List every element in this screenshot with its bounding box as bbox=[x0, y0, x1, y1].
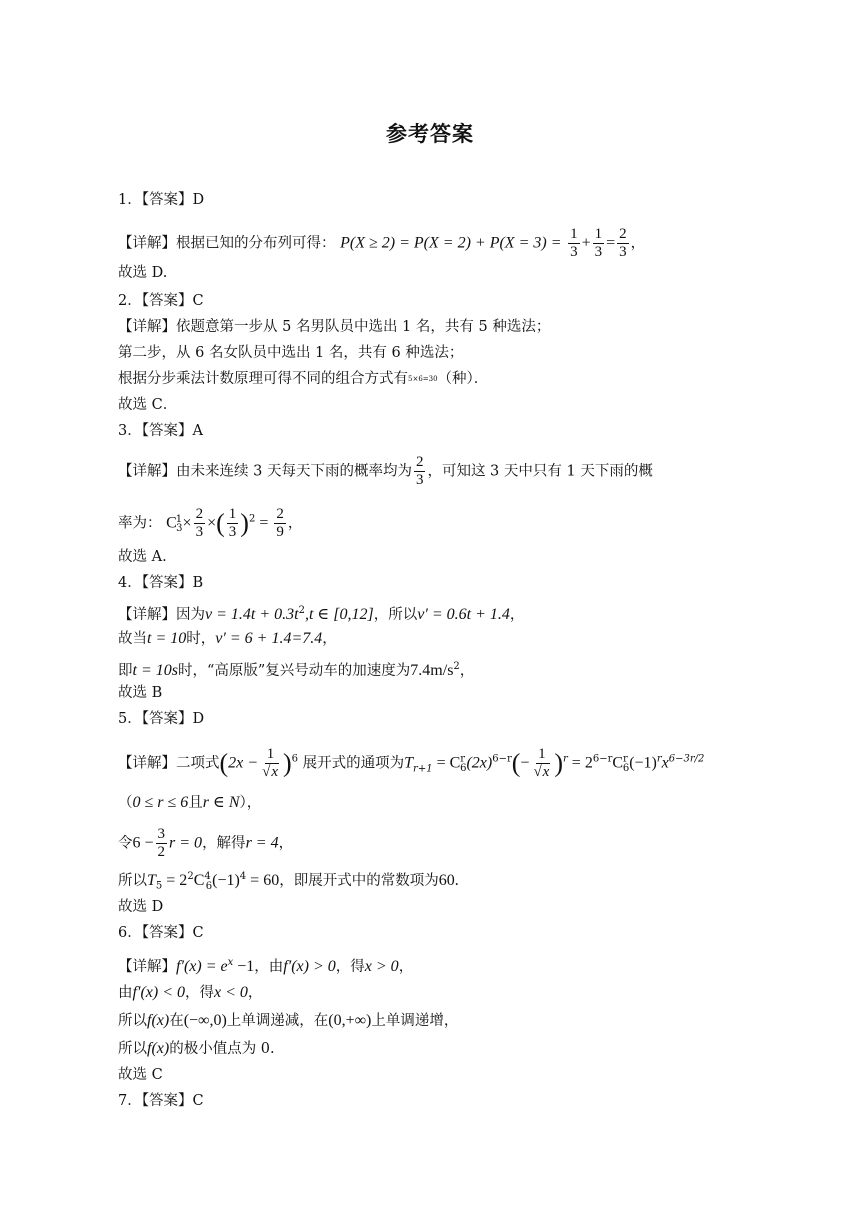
answer-line: 2．【答案】C bbox=[118, 293, 204, 309]
detail-line: 率为： $C^1_3\times$ $\frac{2}{3}$ ×( $\frac{1}{3}$ )$^2$ = $\frac{2}{9}$ ， bbox=[118, 506, 303, 540]
detail-line: 即t = 10s时，“高原版”复兴号动车的加速度为$7.4m/s^2$， bbox=[118, 661, 475, 679]
page-title: 参考答案 bbox=[386, 122, 474, 146]
detail-line: 根据分步乘法计数原理可得不同的组合方式有5×6=30（种）． bbox=[118, 371, 489, 387]
detail-line: 第二步，从 6 名女队员中选出 1 名，共有 6 种选法； bbox=[118, 345, 464, 361]
detail-line: 【详解】$f'(x) = e^x -1$，由f′(x) > 0，得x > 0， bbox=[118, 957, 414, 975]
choice-line: 故选 C bbox=[118, 1067, 163, 1083]
detail-line: 由f′(x) < 0，得x < 0， bbox=[118, 984, 263, 1001]
formula: P(X ≥ 2) = P(X = 2) + P(X = 3) = bbox=[340, 234, 562, 252]
detail-line: 故当t = 10时，v′ = 6 + 1.4=7.4， bbox=[118, 630, 337, 647]
detail-line: 【详解】因为$v = 1.4t + 0.3t^2,t$ ∈ [0,12]，所以v′ = 0.6t + 1.4， bbox=[118, 605, 525, 623]
answer-line: 6．【答案】C bbox=[118, 925, 204, 941]
detail-line: 【详解】根据已知的分布列可得： P(X ≥ 2) = P(X = 2) + P(X = 3) = $\frac{1}{3}$ + $\frac{1}{3}$ = $\frac{2}{3}$ ， bbox=[118, 226, 646, 260]
choice-line: 故选 C． bbox=[118, 397, 178, 413]
detail-line: 所以f(x)的极小值点为 0. bbox=[118, 1040, 275, 1057]
choice-line: 故选 A. bbox=[118, 549, 167, 565]
detail-line: 【详解】二项式(2x − $\frac{1}{√x}$ )$^6$ 展开式的通项为$T_{r+1} = C^r_6(2x)^{6-r}(-$ $\frac{1}{√x}$ )$^r = 2^{6-r}C^r_6(-1)^rx^{6-3r/2}$ bbox=[118, 746, 705, 780]
answer-line: 1．【答案】D bbox=[118, 192, 205, 208]
detail-line: 令6 − $\frac{3}{2}$ r = 0，解得r = 4， bbox=[118, 826, 294, 860]
choice-line: 故选 B bbox=[118, 685, 163, 701]
answer-line: 4．【答案】B bbox=[118, 575, 204, 591]
detail-line: （0 ≤ r ≤ 6且r ∈ N）， bbox=[118, 794, 262, 811]
answer-line: 3．【答案】A bbox=[118, 423, 203, 439]
choice-line: 故选 D. bbox=[118, 265, 168, 281]
answer-line: 5．【答案】D bbox=[118, 711, 205, 727]
detail-line: 所以f(x)在(−∞,0)上单调递减，在(0,+∞)上单调递增， bbox=[118, 1012, 459, 1029]
detail-line: 【详解】由未来连续 3 天每天下雨的概率均为 $\frac{2}{3}$ ，可知这 3 天中只有 1 天下雨的概 bbox=[118, 454, 653, 488]
detail-line: 【详解】依题意第一步从 5 名男队员中选出 1 名，共有 5 种选法； bbox=[118, 319, 551, 335]
choice-line: 故选 D bbox=[118, 899, 164, 915]
answer-line: 7．【答案】C bbox=[118, 1093, 204, 1109]
detail-line: 所以$T_5 = 2^2C^4_6(-1)^4 = 60$，即展开式中的常数项为60. bbox=[118, 871, 459, 892]
